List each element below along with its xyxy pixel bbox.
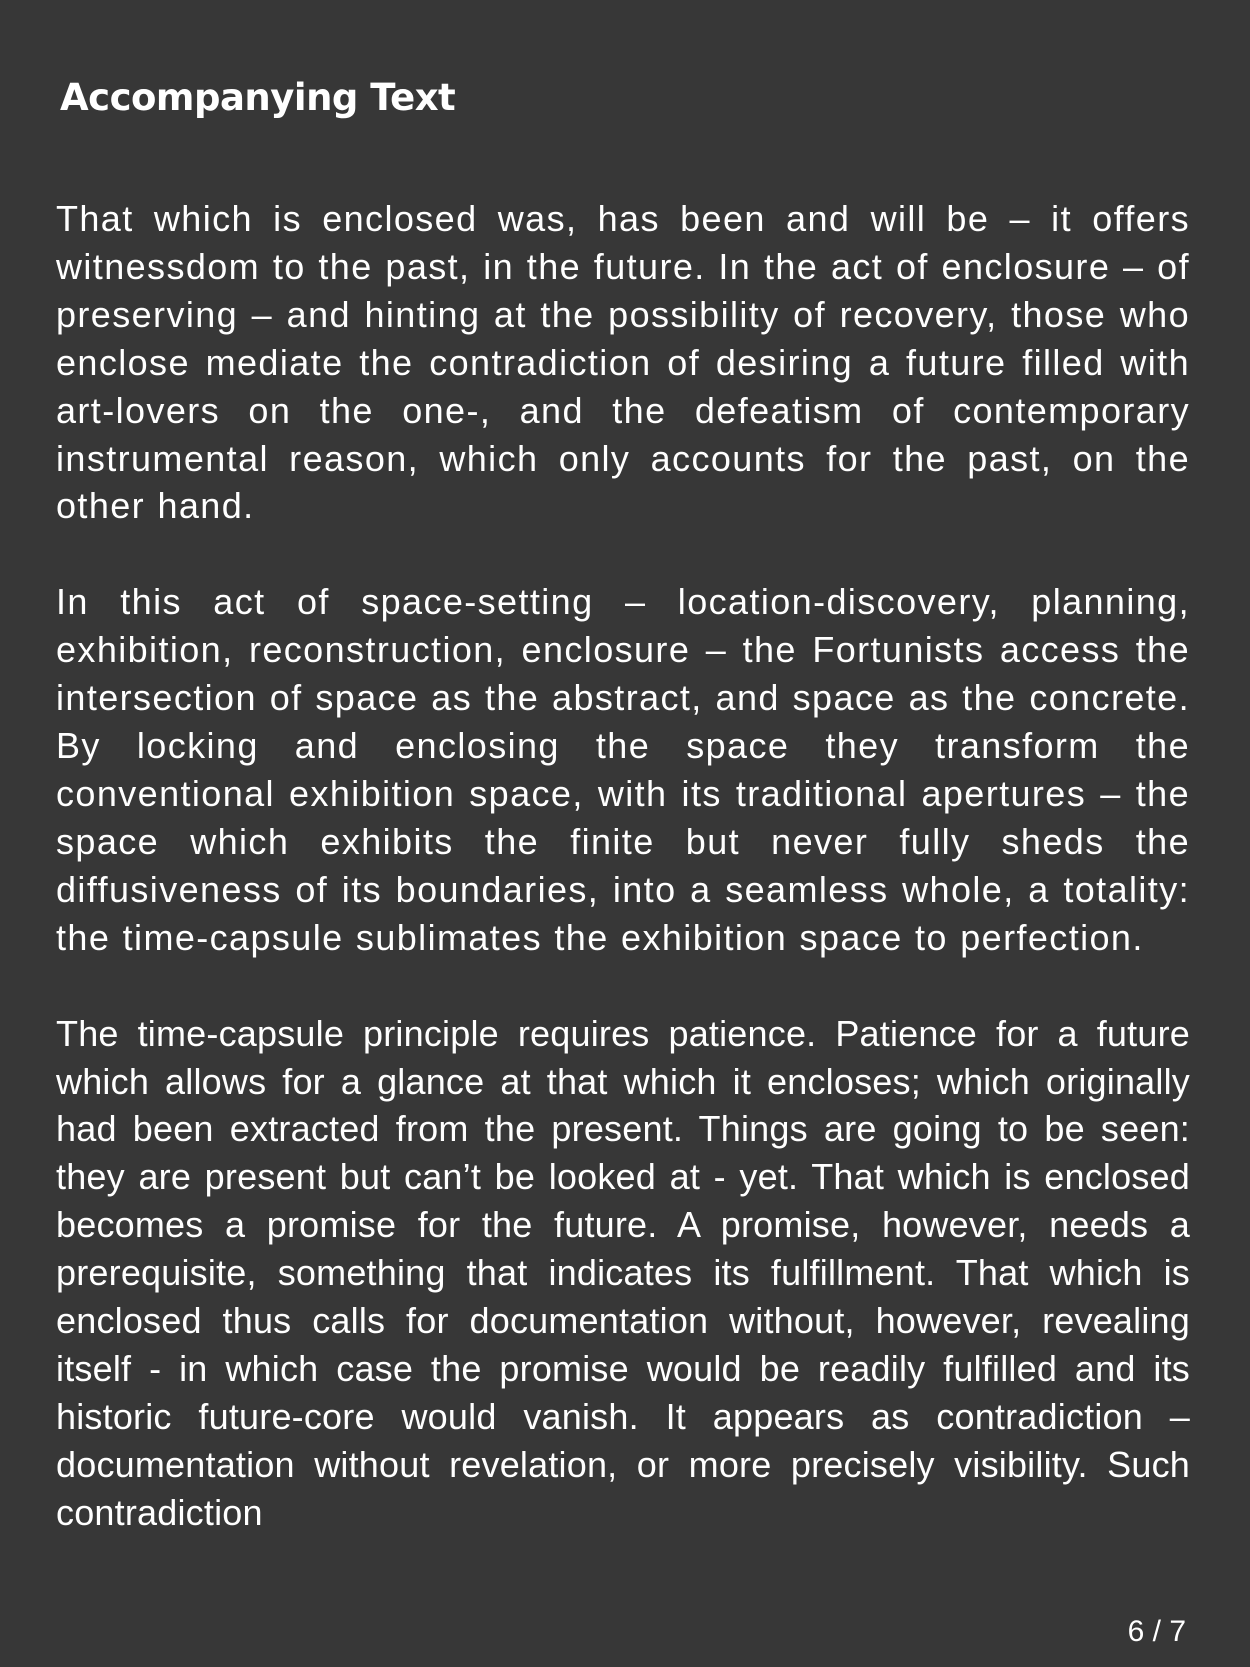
paragraph-2: In this act of space-setting – location-discovery, planning, exhibition, reconstruction, enclosure – the Fortunists access the intersection of space as the abstract, and space as the concrete. By locking and enclosing the space they transform the conventional exhibition space, with its traditional apertures – the space which exhibits the finite but never fully sheds the diffusiveness of its boundaries, into a seamless whole, a totality: the time-capsule sublimates the exhibition space to perfection. (56, 581, 1190, 958)
page-number: 6 / 7 (1127, 1615, 1186, 1648)
body-text (56, 195, 1190, 1585)
paragraph-3: The time-capsule principle requires patience. Patience for a future which allows for a glance at that which it encloses; which originally had been extracted from the present. Things are going to be seen: they are present but can’t be looked at - yet. That which is enclosed becomes a promise for the future. A promise, however, needs a prerequisite, something that indicates its fulfillment. That which is enclosed thus calls for documentation without, however, revealing itself - in which case the promise would be readily fulfilled and its historic future-core would vanish. It appears as contradiction – documentation without revelation, or more precisely visibility. Such contradiction (56, 1012, 1190, 1533)
paragraph-1: That which is enclosed was, has been and will be – it offers witnessdom to the past, in the future. In the act of enclosure – of preserving – and hinting at the possibility of recovery, those who enclose mediate the contradiction of desiring a future filled with art-lovers on the one-, and the defeatism of contemporary instrumental reason, which only accounts for the past, on the other hand. (56, 198, 1190, 527)
page-heading: Accompanying Text (60, 76, 456, 119)
